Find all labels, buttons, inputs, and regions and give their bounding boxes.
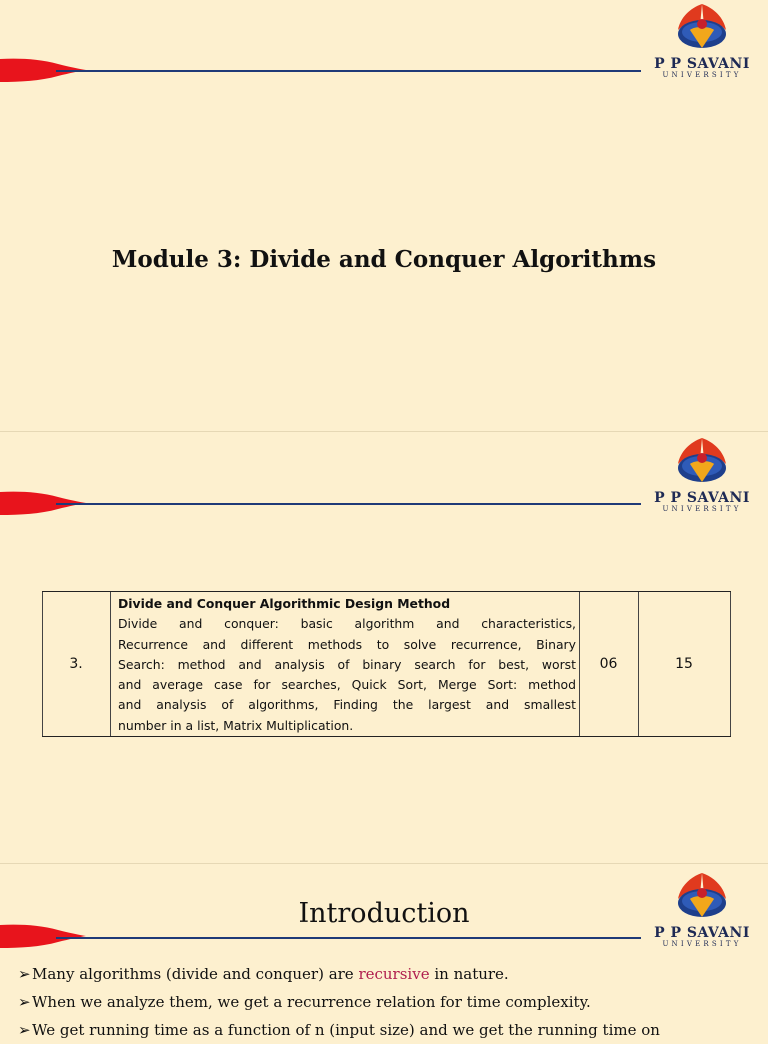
slide-title bbox=[0, 0, 768, 432]
bullet-item bbox=[18, 988, 758, 1016]
bullet-list bbox=[18, 960, 758, 1044]
bullet-item bbox=[18, 1016, 758, 1044]
syllabus-table bbox=[42, 591, 731, 737]
bullet-item bbox=[18, 960, 758, 988]
arrow-bullet-icon: ➢ bbox=[18, 965, 31, 983]
logo-subtitle: UNIVERSITY bbox=[662, 940, 742, 948]
header-rule bbox=[56, 937, 641, 939]
content-line: Recurrence and different methods to solve recurrence, Binary bbox=[118, 636, 576, 652]
logo-subtitle: UNIVERSITY bbox=[662, 505, 742, 513]
intro-title: Introduction bbox=[298, 898, 470, 929]
unit-hours: 06 bbox=[599, 656, 618, 672]
header-rule bbox=[56, 70, 641, 72]
arrow-bullet-icon: ➢ bbox=[18, 993, 31, 1011]
content-line: and average case for searches, Quick Sort, Merge Sort: method bbox=[118, 677, 576, 693]
table-border bbox=[730, 592, 731, 736]
university-logo bbox=[646, 2, 758, 78]
content-line: Divide and conquer: basic algorithm and characteristics, bbox=[118, 616, 576, 632]
logo-name: P P SAVANI bbox=[654, 490, 750, 506]
logo-subtitle: UNIVERSITY bbox=[662, 71, 742, 79]
slide-syllabus bbox=[0, 432, 768, 864]
bullet-text: When we analyze them, we get a recurrence relation for time complexity. bbox=[32, 993, 591, 1011]
content-line: Search: method and analysis of binary search for best, worst bbox=[118, 656, 576, 672]
logo-name: P P SAVANI bbox=[654, 925, 750, 941]
university-logo bbox=[646, 436, 758, 512]
unit-weightage: 15 bbox=[675, 656, 693, 672]
logo-emblem-icon bbox=[670, 2, 734, 54]
content-line: number in a list, Matrix Multiplication. bbox=[118, 717, 354, 733]
bullet-text: in nature. bbox=[429, 965, 509, 983]
bullet-highlight: recursive bbox=[358, 965, 430, 983]
unit-number: 3. bbox=[69, 656, 83, 672]
content-line: and analysis of algorithms, Finding the largest and smallest bbox=[118, 697, 576, 713]
bullet-text: Many algorithms (divide and conquer) are bbox=[32, 965, 359, 983]
logo-name: P P SAVANI bbox=[654, 56, 750, 72]
slide-introduction bbox=[0, 864, 768, 1039]
bullet-text: We get running time as a function of n (input size) and we get the running time on bbox=[32, 1021, 660, 1039]
table-border bbox=[110, 592, 111, 736]
header-rule bbox=[56, 503, 641, 505]
unit-heading: Divide and Conquer Algorithmic Design Method bbox=[118, 596, 451, 611]
arrow-bullet-icon: ➢ bbox=[18, 1021, 31, 1039]
unit-content bbox=[118, 594, 576, 736]
logo-emblem-icon bbox=[670, 436, 734, 488]
module-title: Module 3: Divide and Conquer Algorithms bbox=[111, 246, 657, 273]
